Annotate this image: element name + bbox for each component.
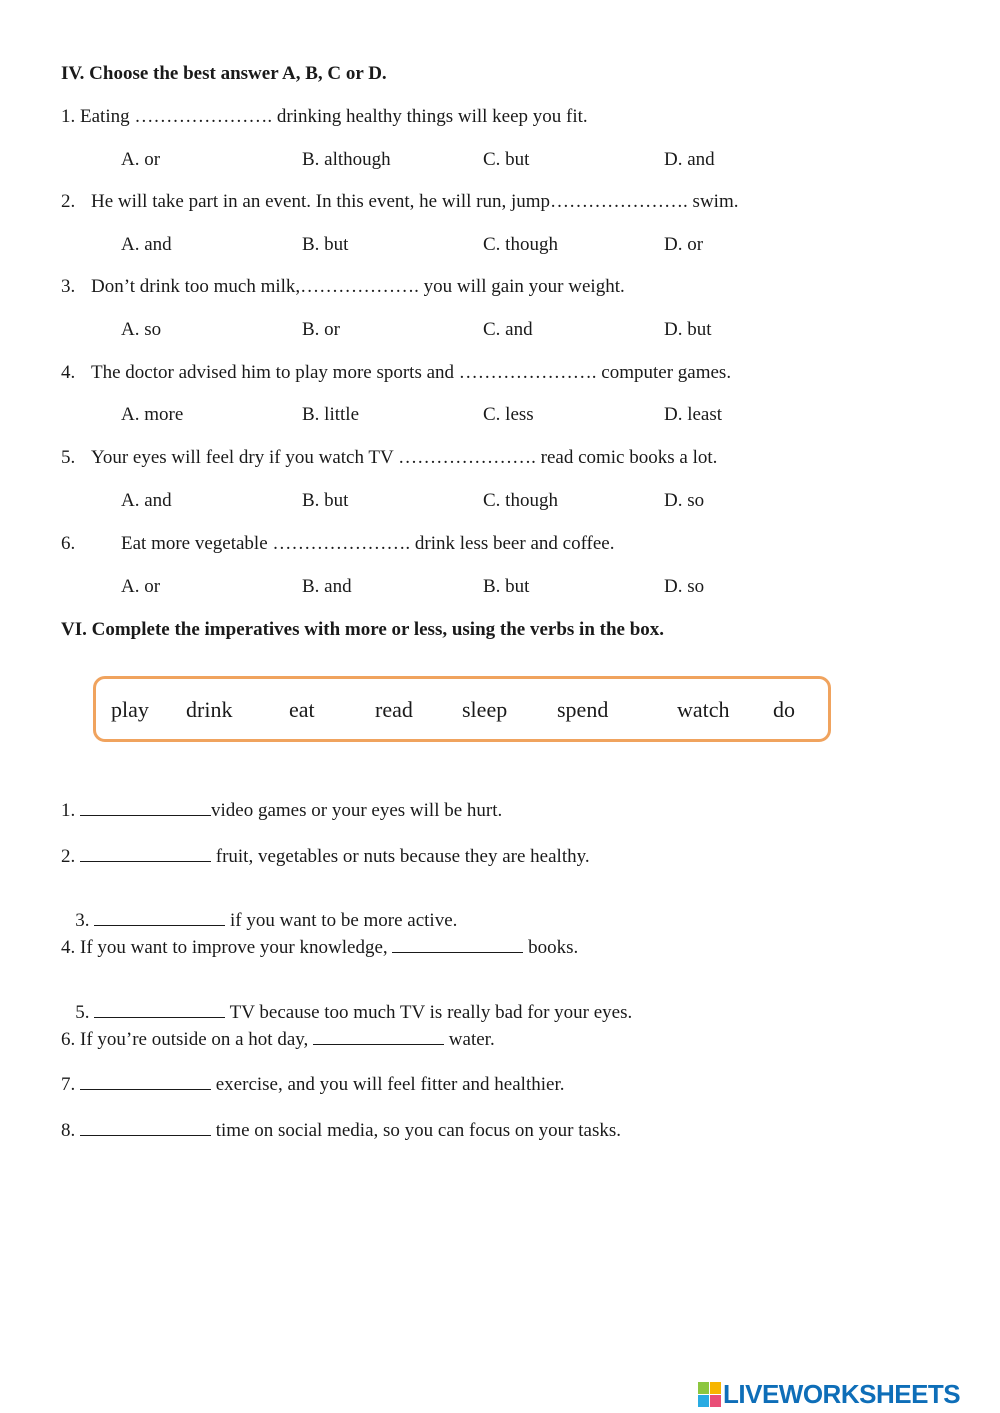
fill-item-5 xyxy=(61,984,632,1022)
option-a[interactable]: A. or xyxy=(121,576,161,597)
word-box-item: do xyxy=(773,697,795,722)
answer-blank[interactable] xyxy=(80,1121,211,1136)
question-number: 3. xyxy=(61,276,76,297)
question-text: Eat more vegetable …………………. drink less beer and coffee. xyxy=(121,533,615,554)
question-5 xyxy=(61,448,717,467)
word-box-item: drink xyxy=(186,697,233,722)
option-d[interactable]: D. so xyxy=(664,576,705,597)
option-c[interactable]: C. though xyxy=(483,234,558,255)
question-text: The doctor advised him to play more sports and …………………. computer games. xyxy=(91,362,732,383)
answer-blank[interactable] xyxy=(94,1003,225,1018)
option-a[interactable]: A. and xyxy=(121,490,172,511)
fill-item-2 xyxy=(61,847,590,866)
fill-item-7 xyxy=(61,1075,564,1094)
fill-item-1 xyxy=(61,801,502,820)
question-text: Eating …………………. drinking healthy things will keep you fit. xyxy=(80,106,588,127)
fill-item-4 xyxy=(61,938,578,957)
question-text: Don’t drink too much milk,………………. you will gain your weight. xyxy=(91,276,625,297)
fill-item-text: books. xyxy=(523,937,579,958)
logo-text: LIVEWORKSHEETS xyxy=(723,1379,961,1409)
question-2 xyxy=(61,192,738,211)
fill-item-8 xyxy=(61,1121,621,1140)
fill-item-text: exercise, and you will feel fitter and healthier. xyxy=(211,1074,565,1095)
fill-item-text: time on social media, so you can focus on your tasks. xyxy=(211,1120,622,1141)
word-box-item: play xyxy=(111,697,149,722)
option-b[interactable]: B. and xyxy=(302,576,352,597)
answer-blank[interactable] xyxy=(392,938,523,953)
option-d[interactable]: D. and xyxy=(664,149,715,170)
word-box-item: sleep xyxy=(462,697,508,722)
liveworksheets-logo[interactable] xyxy=(698,1381,960,1407)
word-box-item: spend xyxy=(557,697,609,722)
option-b[interactable]: B. but xyxy=(302,490,349,511)
option-c[interactable]: C. though xyxy=(483,490,558,511)
option-d[interactable]: D. but xyxy=(664,319,712,340)
fill-item-6 xyxy=(61,1030,495,1049)
fill-item-text: if you want to be more active. xyxy=(225,910,458,931)
option-c[interactable]: C. but xyxy=(483,149,530,170)
question-6 xyxy=(61,534,615,553)
fill-item-prefix: 2. xyxy=(61,846,80,867)
answer-blank[interactable] xyxy=(313,1030,444,1045)
fill-item-prefix: 3. xyxy=(70,910,95,931)
option-a[interactable]: A. and xyxy=(121,234,172,255)
question-number: 4. xyxy=(61,362,76,383)
fill-item-prefix: 4. If you want to improve your knowledge, xyxy=(61,937,393,958)
fill-item-text: video games or your eyes will be hurt. xyxy=(211,800,503,821)
option-a[interactable]: A. so xyxy=(121,319,162,340)
fill-item-text: TV because too much TV is really bad for your eyes. xyxy=(225,1002,633,1023)
section-iv-heading: IV. Choose the best answer A, B, C or D. xyxy=(61,63,387,84)
question-text: He will take part in an event. In this event, he will run, jump…………………. swim. xyxy=(91,191,739,212)
answer-blank[interactable] xyxy=(80,847,211,862)
question-number: 1. xyxy=(61,106,76,127)
option-c[interactable]: B. but xyxy=(483,576,530,597)
question-number: 5. xyxy=(61,447,76,468)
option-b[interactable]: B. but xyxy=(302,234,349,255)
question-1 xyxy=(61,107,588,126)
option-d[interactable]: D. or xyxy=(664,234,704,255)
question-3 xyxy=(61,277,625,296)
option-d[interactable]: D. least xyxy=(664,404,723,425)
option-b[interactable]: B. or xyxy=(302,319,340,340)
answer-blank[interactable] xyxy=(80,801,211,816)
fill-item-text: fruit, vegetables or nuts because they are healthy. xyxy=(211,846,590,867)
fill-item-3 xyxy=(61,892,457,930)
question-text: Your eyes will feel dry if you watch TV …………………. read comic books a lot. xyxy=(91,447,718,468)
fill-item-prefix: 7. xyxy=(61,1074,80,1095)
word-box-item: read xyxy=(375,697,413,722)
option-a[interactable]: A. or xyxy=(121,149,161,170)
option-b[interactable]: B. although xyxy=(302,149,391,170)
fill-item-prefix: 6. If you’re outside on a hot day, xyxy=(61,1029,314,1050)
section-vi-heading: VI. Complete the imperatives with more or less, using the verbs in the box. xyxy=(61,619,665,640)
option-d[interactable]: D. so xyxy=(664,490,705,511)
word-box-item: watch xyxy=(677,697,730,722)
word-box xyxy=(93,676,831,742)
option-b[interactable]: B. little xyxy=(302,404,359,425)
word-box-item: eat xyxy=(289,697,315,722)
fill-item-prefix: 5. xyxy=(70,1002,95,1023)
question-number: 2. xyxy=(61,191,76,212)
option-c[interactable]: C. less xyxy=(483,404,534,425)
fill-item-prefix: 8. xyxy=(61,1120,80,1141)
answer-blank[interactable] xyxy=(94,911,225,926)
question-4 xyxy=(61,363,731,382)
question-number: 6. xyxy=(61,533,76,554)
fill-item-prefix: 1. xyxy=(61,800,80,821)
fill-item-text: water. xyxy=(444,1029,495,1050)
liveworksheets-logo-icon xyxy=(698,1382,721,1407)
option-c[interactable]: C. and xyxy=(483,319,533,340)
answer-blank[interactable] xyxy=(80,1075,211,1090)
option-a[interactable]: A. more xyxy=(121,404,184,425)
